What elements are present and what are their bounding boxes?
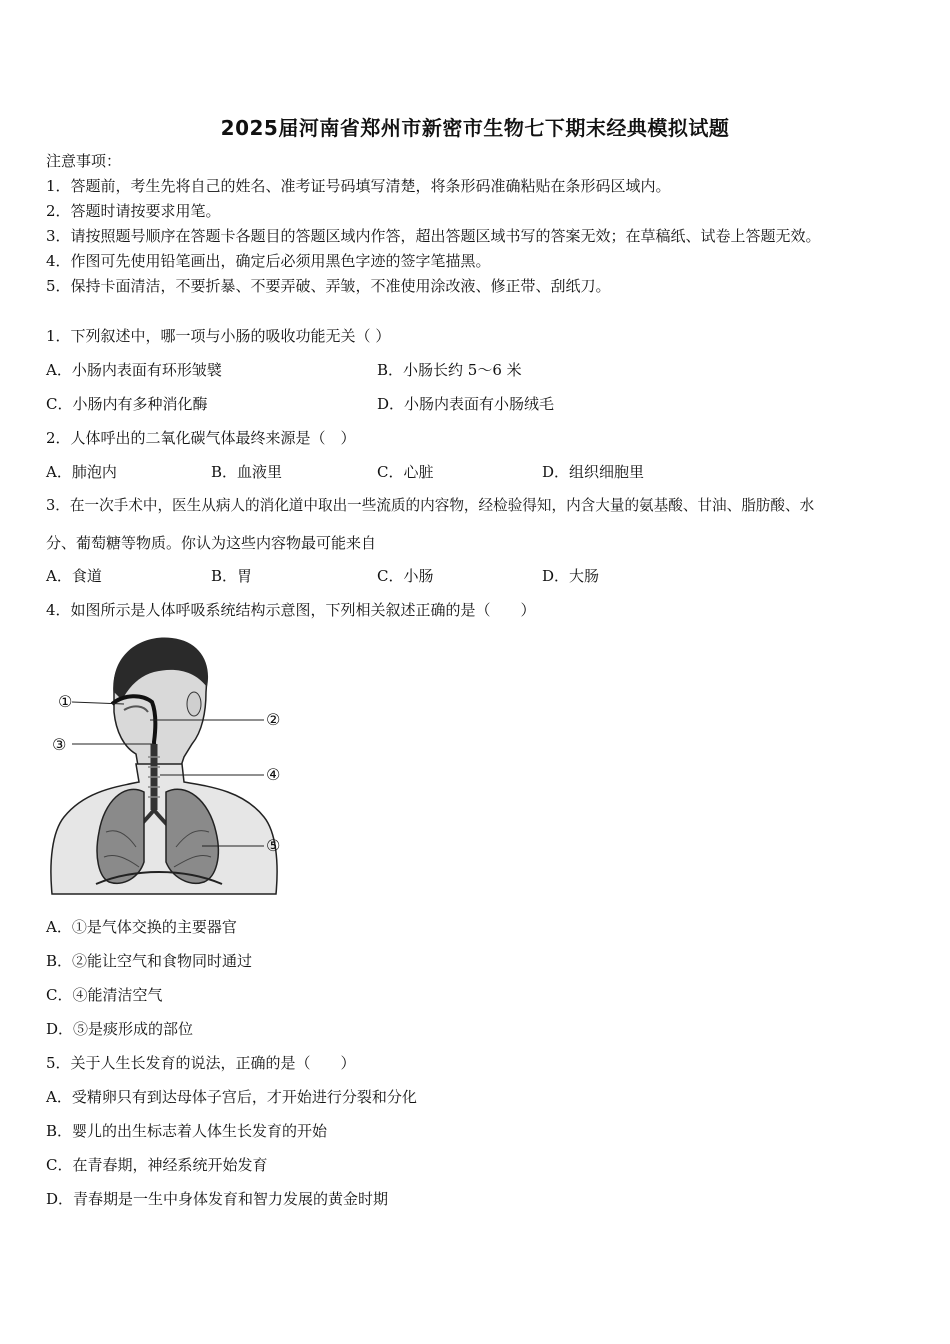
option-c: C．④能清洁空气 [46, 986, 163, 1004]
figure-label: ② [266, 710, 281, 729]
option-a: A．①是气体交换的主要器官 [46, 918, 237, 936]
question-stem: 4．如图所示是人体呼吸系统结构示意图，下列相关叙述正确的是（ ） [46, 601, 536, 619]
notice-item: 4．作图可先使用铅笔画出，确定后必须用黑色字迹的签字笔描黑。 [46, 252, 491, 270]
option-a: A．食道 [46, 567, 102, 585]
question-stem: 3．在一次手术中，医生从病人的消化道中取出一些流质的内容物，经检验得知，内含大量的氨基酸、甘油、脂肪酸、水 [46, 497, 815, 514]
notice-item: 3．请按照题号顺序在答题卡各题目的答题区域内作答，超出答题区域书写的答案无效；在草稿纸、试卷上答题无效。 [46, 227, 821, 245]
figure-label: ⑤ [266, 836, 281, 855]
option-b: B．血液里 [211, 463, 283, 481]
notice-item: 2．答题时请按要求用笔。 [46, 202, 221, 220]
figure-label: ③ [52, 735, 67, 754]
question-stem: 2．人体呼出的二氧化碳气体最终来源是（ ） [46, 429, 356, 447]
respiratory-diagram [44, 632, 294, 902]
option-d: D．大肠 [542, 567, 600, 585]
option-c: C．小肠内有多种消化酶 [46, 395, 208, 413]
question-stem-continued: 分、葡萄糖等物质。你认为这些内容物最可能来自 [46, 534, 377, 552]
option-d: D．青春期是一生中身体发育和智力发展的黄金时期 [46, 1190, 389, 1208]
respiratory-system-figure [44, 632, 294, 902]
question-stem: 1．下列叙述中，哪一项与小肠的吸收功能无关（ ） [46, 327, 391, 345]
option-c: C．心脏 [377, 463, 434, 481]
question-stem: 5．关于人生长发育的说法，正确的是（ ） [46, 1054, 356, 1072]
option-a: A．受精卵只有到达母体子宫后，才开始进行分裂和分化 [46, 1088, 417, 1106]
option-c: C．小肠 [377, 567, 434, 585]
option-b: B．婴儿的出生标志着人体生长发育的开始 [46, 1122, 328, 1140]
notice-heading: 注意事项： [46, 152, 122, 170]
figure-label: ④ [266, 765, 281, 784]
option-a: A．肺泡内 [46, 463, 117, 481]
notice-item: 1．答题前，考生先将自己的姓名、准考证号码填写清楚，将条形码准确粘贴在条形码区域内。 [46, 177, 671, 195]
option-c: C．在青春期，神经系统开始发育 [46, 1156, 268, 1174]
option-b: B．胃 [211, 567, 253, 585]
option-a: A．小肠内表面有环形皱襞 [46, 361, 222, 379]
option-b: B．小肠长约 5～6 米 [377, 361, 522, 379]
option-b: B．②能让空气和食物同时通过 [46, 952, 253, 970]
option-d: D．组织细胞里 [542, 463, 645, 481]
notice-item: 5．保持卡面清洁，不要折暴、不要弄破、弄皱，不准使用涂改液、修正带、刮纸刀。 [46, 277, 611, 295]
option-d: D．小肠内表面有小肠绒毛 [377, 395, 555, 413]
page-title: 2025届河南省郑州市新密市生物七下期末经典模拟试题 [220, 116, 730, 140]
option-d: D．⑤是痰形成的部位 [46, 1020, 194, 1038]
figure-label: ① [58, 692, 73, 711]
